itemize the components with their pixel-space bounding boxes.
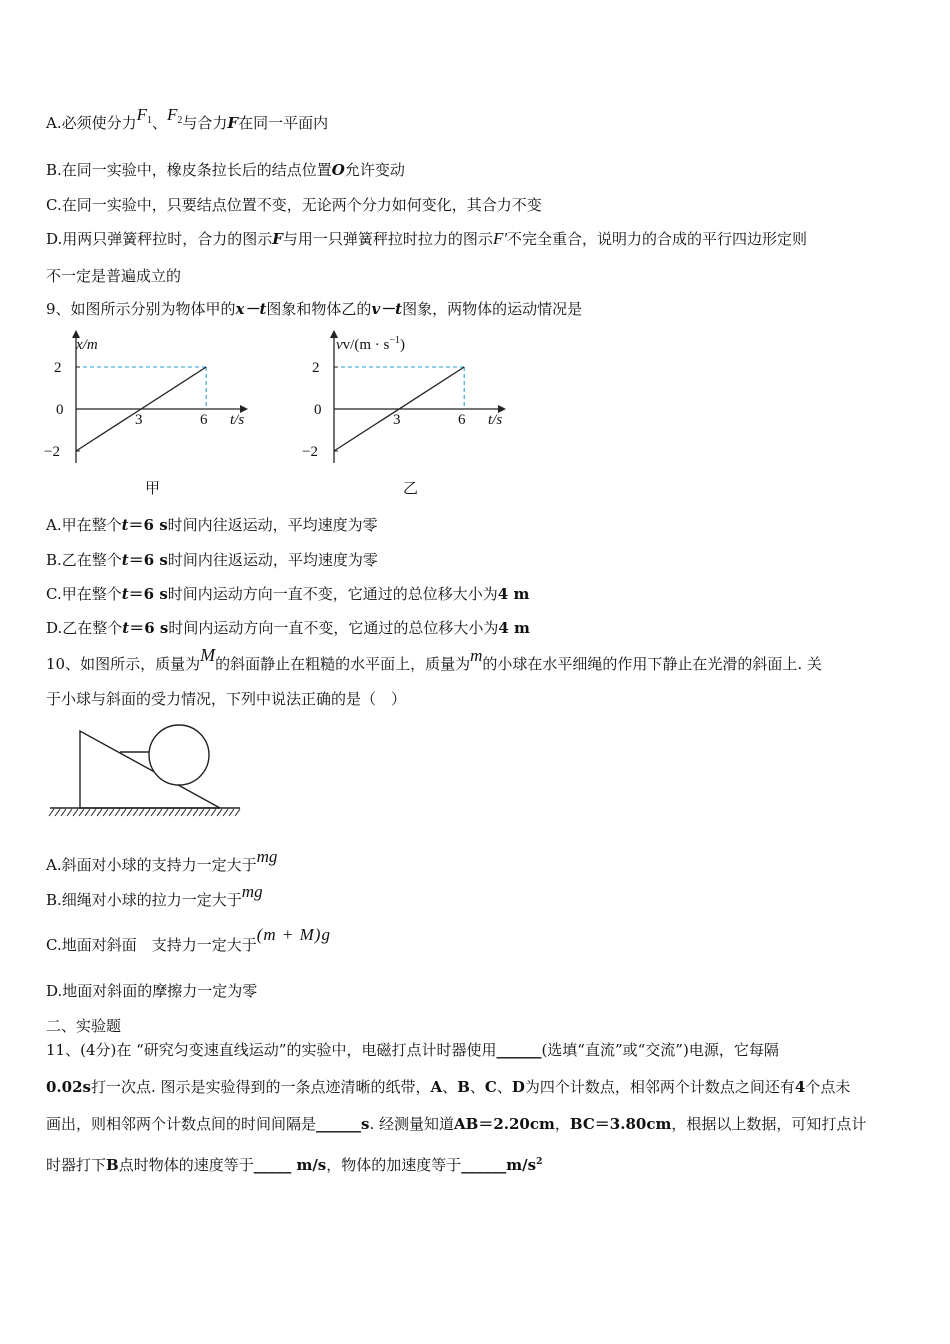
hatch-mark [151,809,156,816]
q8-option-d-cont: 不一定是普遍成立的 [46,267,182,285]
hatch-mark [205,809,210,816]
hatch-mark [175,809,180,816]
hatch-mark [235,809,240,816]
q10-option-a: A.斜面对小球的支持力一定大于mg [46,847,278,874]
mass-m: m [470,646,483,665]
q10-stem-line2: 于小球与斜面的受力情况，下列中说法正确的是（ ） [46,690,407,708]
mass-M: M [200,645,216,665]
jia-ytick-2: 2 [54,360,62,376]
q8-option-c: C.在同一实验中，只要结点位置不变，无论两个分力如何变化，其合力不变 [46,196,542,214]
q10-stem-line1: 10、如图所示，质量为M的斜面静止在粗糙的水平面上，质量为m的小球在水平细绳的作用下静止在光滑的斜面上. 关 [46,645,822,673]
q9-option-a: A.甲在整个t＝6 s时间内往返运动，平均速度为零 [46,516,378,534]
hatch-mark [217,809,222,816]
q11-line4: 时器打下B点时物体的速度等于_____ m/s，物体的加速度等于$\_\_\_\_\_\_m/s^2$ [46,1156,543,1174]
ball [149,725,209,785]
hatch-mark [61,809,66,816]
yi-caption: 乙 [403,481,419,497]
hatch-mark [55,809,60,816]
q11-line3: 画出，则相邻两个计数点间的时间间隔是______s. 经测量知道AB＝2.20cm，BC＝3.80cm，根据以上数据，可知打点计 [46,1115,867,1133]
q8-a-text: A.必须使分力 [46,114,137,132]
jia-ytick-neg2: −2 [44,444,60,460]
jia-caption: 甲 [145,481,161,497]
jia-ylabel: x/m [76,337,98,353]
q11-line2: 0.02s打一次点. 图示是实验得到的一条点迹清晰的纸带，A、B、C、D为四个计数点，相邻两个计数点之间还有4个点未 [46,1078,851,1096]
hatch-mark [211,809,216,816]
q11-line1: 11、(4分)在 “研究匀变速直线运动”的实验中，电磁打点计时器使用______(选填“直流”或“交流”)电源，它每隔 [46,1041,779,1059]
q9-option-b: B.乙在整个t＝6 s时间内往返运动，平均速度为零 [46,551,378,569]
hatch-mark [115,809,120,816]
yi-xtick-3: 3 [393,412,401,428]
hatch-mark [181,809,186,816]
hatch-mark [103,809,108,816]
yi-ytick-neg2: −2 [302,444,318,460]
hatch-mark [49,809,54,816]
hatch-mark [127,809,132,816]
q8-option-d: D.用两只弹簧秤拉时，合力的图示F与用一只弹簧秤拉时拉力的图示F′不完全重合，说明力的合成的平行四边形定则 [46,229,808,248]
hatch-mark [169,809,174,816]
section-heading: 二、实验题 [46,1017,122,1035]
hatch-mark [193,809,198,816]
hatch-mark [97,809,102,816]
hatch-mark [121,809,126,816]
hatch-mark [67,809,72,816]
yi-xtick-6: 6 [458,412,466,428]
hatch-mark [157,809,162,816]
hatch-mark [229,809,234,816]
hatch-mark [223,809,228,816]
hatch-mark [91,809,96,816]
f1-symbol: $F_1$ [136,105,152,126]
hatch-mark [85,809,90,816]
jia-xtick-3: 3 [135,412,143,428]
hatch-mark [187,809,192,816]
q8-option-a: A.必须使分力$F_1$、$F_2$与合力F在同一平面内 [46,105,329,132]
q10-option-c: C.地面对斜面 支持力一定大于(m + M)g [46,925,331,954]
jia-xlabel: t/s [230,412,245,428]
ground-hatch [49,809,240,816]
hatch-mark [145,809,150,816]
q10-option-b: B.细绳对小球的拉力一定大于mg [46,882,263,909]
q9-option-c: C.甲在整个t＝6 s时间内运动方向一直不变，它通过的总位移大小为4 m [46,585,530,603]
f2-symbol: $F_2$ [167,105,183,126]
hatch-mark [79,809,84,816]
q9-option-d: D.乙在整个t＝6 s时间内运动方向一直不变，它通过的总位移大小为4 m [46,619,530,637]
q9-stem: 9、如图所示分别为物体甲的x－t图象和物体乙的v－t图象，两物体的运动情况是 [46,300,583,318]
hatch-mark [163,809,168,816]
graph-yi [298,330,538,500]
q10-option-d: D.地面对斜面的摩擦力一定为零 [46,982,258,1000]
jia-xtick-6: 6 [200,412,208,428]
incline-ball-diagram [48,728,248,823]
graph-jia [40,330,270,500]
hatch-mark [139,809,144,816]
jia-ytick-0: 0 [56,402,64,418]
yi-xlabel: t/s [488,412,503,428]
q8-option-b: B.在同一实验中，橡皮条拉长后的结点位置O允许变动 [46,161,405,179]
hatch-mark [133,809,138,816]
yi-ytick-2: 2 [312,360,320,376]
yi-ylabel: $vv/(m \cdot s^{-1})$ [336,335,405,353]
hatch-mark [73,809,78,816]
yi-ytick-0: 0 [314,402,322,418]
hatch-mark [199,809,204,816]
hatch-mark [109,809,114,816]
